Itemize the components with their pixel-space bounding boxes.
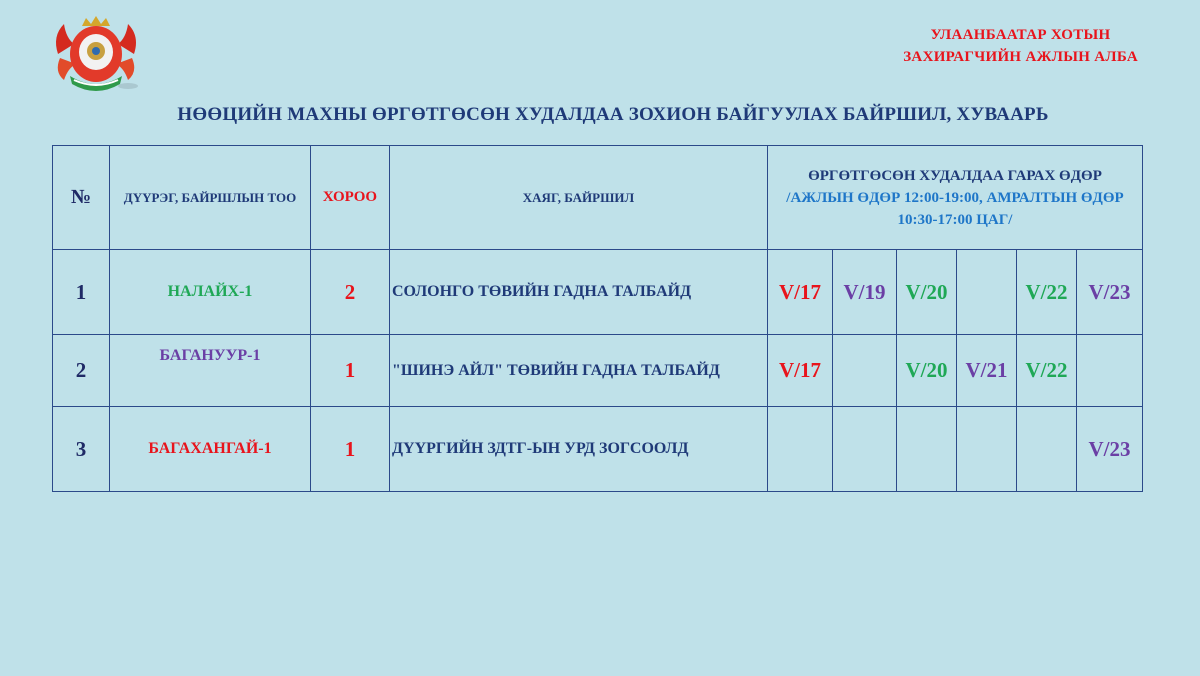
date-cell (833, 335, 897, 407)
table-row (53, 250, 1143, 335)
address: ДҮҮРГИЙН ЗДТГ-ЫН УРД ЗОГСООЛД (390, 407, 768, 492)
date-cell: V/17 (768, 250, 833, 335)
row-number: 1 (53, 250, 110, 335)
header-no: № (53, 146, 110, 250)
header-dates (768, 146, 1143, 250)
district-name: БАГАНУУР-1 (110, 335, 311, 407)
date-cell: V/19 (833, 250, 897, 335)
district-name: БАГАХАНГАЙ-1 (110, 407, 311, 492)
date-cell (768, 407, 833, 492)
date-cell: V/23 (1077, 250, 1143, 335)
office-name-line1: УЛААНБААТАР ХОТЫН (930, 27, 1111, 43)
date-cell: V/17 (768, 335, 833, 407)
row-number: 3 (53, 407, 110, 492)
date-cell (957, 250, 1017, 335)
khoroo-count: 1 (311, 407, 390, 492)
date-cell: V/23 (1077, 407, 1143, 492)
table-row (53, 335, 1143, 407)
schedule-table (52, 145, 1143, 492)
date-cell: V/22 (1017, 250, 1077, 335)
table-row (53, 407, 1143, 492)
header-district: ДҮҮРЭГ, БАЙРШЛЫН ТОО (110, 146, 311, 250)
header-dates-title: ӨРГӨТГӨСӨН ХУДАЛДАА ГАРАХ ӨДӨР (808, 167, 1102, 184)
city-coat-of-arms-icon (50, 14, 142, 94)
date-cell: V/22 (1017, 335, 1077, 407)
date-cell: V/21 (957, 335, 1017, 407)
date-cell: V/20 (897, 335, 957, 407)
page-title: НӨӨЦИЙН МАХНЫ ӨРГӨТГӨСӨН ХУДАЛДАА ЗОХИОН БАЙГУУЛАХ БАЙРШИЛ, ХУВААРЬ (177, 104, 1049, 125)
date-cell (957, 407, 1017, 492)
date-cell (1077, 335, 1143, 407)
header-dates-hours: /АЖЛЫН ӨДӨР 12:00-19:00, АМРАЛТЫН ӨДӨР 10:30-17:00 ЦАГ/ (786, 189, 1124, 228)
office-name-line2: ЗАХИРАГЧИЙН АЖЛЫН АЛБА (903, 49, 1138, 65)
header-khoroo: ХОРОО (311, 146, 390, 250)
district-name: НАЛАЙХ-1 (110, 250, 311, 335)
date-cell (833, 407, 897, 492)
header-address: ХАЯГ, БАЙРШИЛ (390, 146, 768, 250)
khoroo-count: 2 (311, 250, 390, 335)
office-name (903, 24, 1138, 68)
date-cell: V/20 (897, 250, 957, 335)
date-cell (897, 407, 957, 492)
address: "ШИНЭ АЙЛ" ТӨВИЙН ГАДНА ТАЛБАЙД (390, 335, 768, 407)
table-header-row (53, 146, 1143, 250)
address: СОЛОНГО ТӨВИЙН ГАДНА ТАЛБАЙД (390, 250, 768, 335)
khoroo-count: 1 (311, 335, 390, 407)
date-cell (1017, 407, 1077, 492)
row-number: 2 (53, 335, 110, 407)
